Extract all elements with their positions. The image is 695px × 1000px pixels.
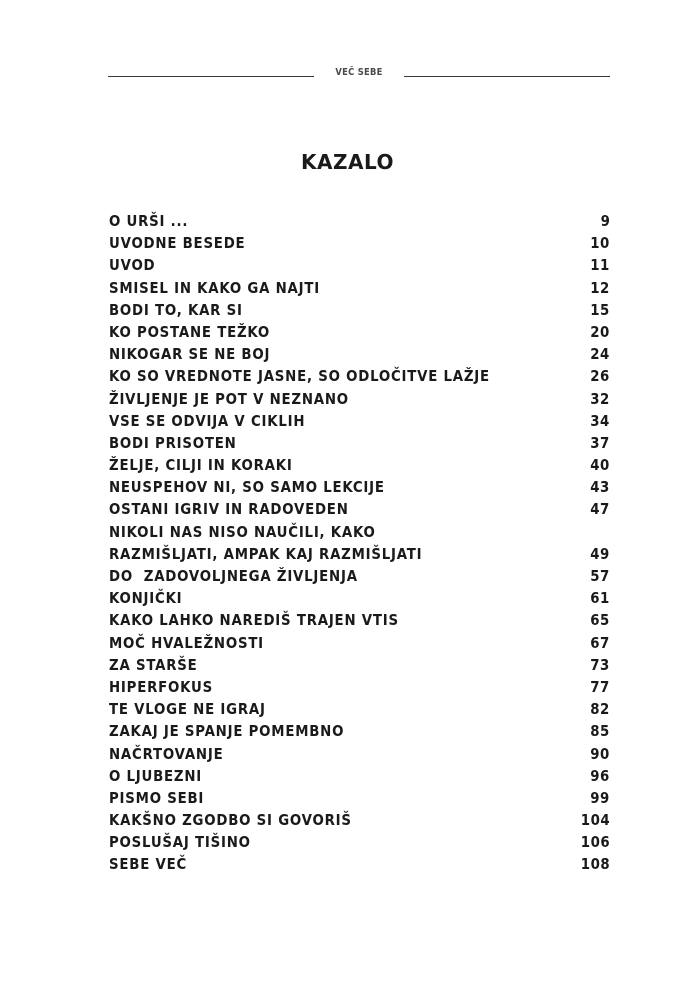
toc-entry-title: POSLUŠAJ TIŠINO [109,833,251,852]
page-title: KAZALO [301,150,394,174]
toc-entry-title: NIKOGAR SE NE BOJ [109,345,271,364]
toc-entry-page-number: 24 [590,345,610,364]
toc-entry-page-number: 104 [580,811,610,830]
toc-entry-title: NEUSPEHOV NI, SO SAMO LEKCIJE [109,478,385,497]
toc-entry-page-number: 10 [590,234,610,253]
toc-entry-page-number: 65 [590,611,610,630]
toc-entry [109,365,610,387]
toc-entry [109,277,610,299]
toc-entry-page-number: 96 [590,766,610,785]
toc-entry [109,254,610,276]
toc-entry [109,432,610,454]
toc-entry-title: PISMO SEBI [109,788,205,807]
header-rule-right [404,76,610,77]
toc-entry-title: HIPERFOKUS [109,677,213,696]
toc-entry [109,632,610,654]
toc-entry-page-number: 99 [590,788,610,807]
toc-entry-title: BODI PRISOTEN [109,433,237,452]
toc-entry-page-number: 34 [590,411,610,430]
toc-entry-page-number: 43 [590,478,610,497]
toc-entry-page-number: 20 [590,322,610,341]
toc-entry-page-number: 11 [590,256,610,275]
toc-entry-page-number: 49 [590,544,610,563]
toc-entry [109,343,610,365]
toc-entry [109,698,610,720]
toc-entry-title: UVODNE BESEDE [109,234,246,253]
toc-entry [109,809,610,831]
toc-entry-page-number: 73 [590,655,610,674]
toc-entry [109,321,610,343]
toc-entry-title: BODI TO, KAR SI [109,300,243,319]
running-title: VEČ SEBE [335,67,383,78]
toc-entry-title: O URŠI ... [109,212,189,230]
toc-entry [109,853,610,875]
toc-entry [109,299,610,321]
toc-entry-page-number: 67 [590,633,610,652]
toc-entry-page-number: 108 [580,855,610,874]
toc-entry-page-number: 9 [600,212,610,230]
toc-entry-page-number: 57 [590,567,610,585]
toc-entry [109,410,610,432]
toc-entry-title: KAKO LAHKO NAREDIŠ TRAJEN VTIS [109,611,399,630]
toc-entry-page-number: 106 [580,833,610,852]
toc-entry [109,654,610,676]
toc-entry-title: OSTANI IGRIV IN RADOVEDEN [109,500,349,519]
toc-entry-page-number: 26 [590,367,610,386]
toc-entry [109,720,610,742]
toc-entry-page-number: 77 [590,677,610,696]
toc-entry [109,454,610,476]
toc-entry-title: DO ZADOVOLJNEGA ŽIVLJENJA [109,567,358,585]
toc-entry [109,587,610,609]
toc-entry [109,210,610,232]
toc-entry [109,388,610,410]
toc-entry [109,743,610,765]
toc-entry-title: RAZMIŠLJATI, AMPAK KAJ RAZMIŠLJATI [109,544,423,563]
table-of-contents [109,210,610,876]
toc-entry [109,565,610,587]
toc-entry-page-number: 47 [590,500,610,519]
toc-entry-title: KAKŠNO ZGODBO SI GOVORIŠ [109,811,352,830]
toc-entry-title: UVOD [109,256,156,275]
toc-entry-title: KONJIČKI [109,589,183,608]
toc-entry [109,831,610,853]
toc-entry-title: SEBE VEČ [109,855,188,874]
toc-entry-page-number: 85 [590,722,610,741]
toc-entry-page-number: 82 [590,700,610,719]
toc-entry-page-number: 40 [590,456,610,475]
running-header [108,67,610,83]
toc-entry-page-number: 37 [590,433,610,452]
toc-entry-page-number: 32 [590,389,610,408]
toc-entry-title: ŽELJE, CILJI IN KORAKI [109,456,293,475]
toc-entry-page-number: 12 [590,278,610,297]
toc-entry [109,521,610,543]
toc-entry-title: ZA STARŠE [109,655,198,674]
toc-entry [109,498,610,520]
toc-entry-title: KO POSTANE TEŽKO [109,322,270,341]
toc-entry-page-number: 15 [590,300,610,319]
toc-entry-title: ZAKAJ JE SPANJE POMEMBNO [109,722,345,741]
toc-entry [109,232,610,254]
toc-entry-title: NIKOLI NAS NISO NAUČILI, KAKO [109,522,376,541]
toc-entry-title: TE VLOGE NE IGRAJ [109,700,266,719]
toc-entry [109,543,610,565]
toc-entry [109,787,610,809]
toc-entry-title: KO SO VREDNOTE JASNE, SO ODLOČITVE LAŽJE [109,367,490,386]
toc-entry-title: NAČRTOVANJE [109,744,224,763]
toc-entry-page-number: 90 [590,744,610,763]
toc-entry [109,765,610,787]
toc-entry-title: ŽIVLJENJE JE POT V NEZNANO [109,389,349,408]
toc-entry [109,609,610,631]
toc-entry-title: VSE SE ODVIJA V CIKLIH [109,411,306,430]
toc-entry-title: MOČ HVALEŽNOSTI [109,633,264,652]
toc-entry-title: SMISEL IN KAKO GA NAJTI [109,278,320,297]
toc-entry-page-number: 61 [590,589,610,608]
toc-entry-title: O LJUBEZNI [109,766,203,785]
toc-entry [109,476,610,498]
toc-entry [109,676,610,698]
